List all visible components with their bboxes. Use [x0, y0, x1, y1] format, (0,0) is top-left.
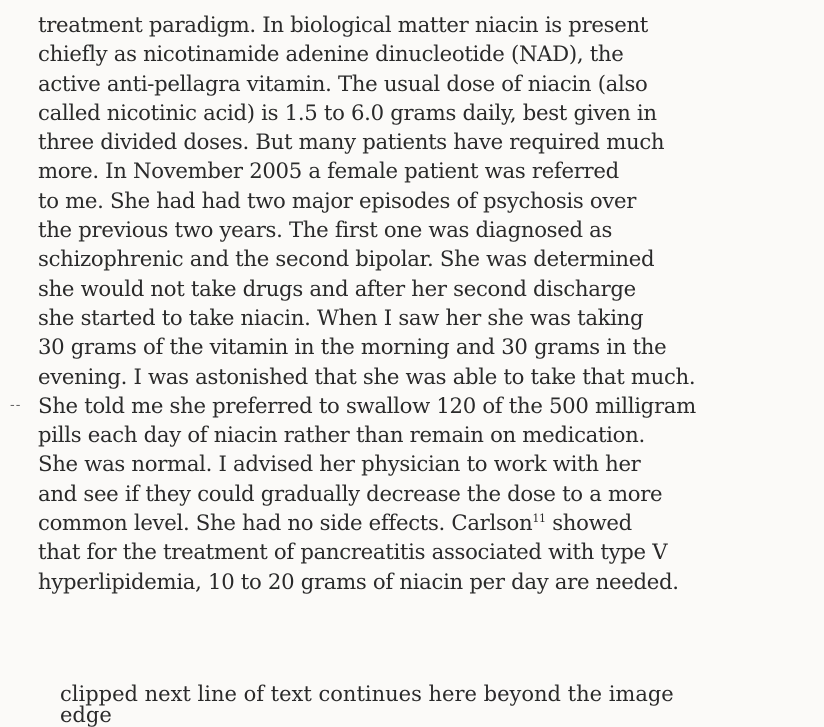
text-line: more. In November 2005 a female patient was referred	[38, 158, 619, 184]
text-line: called nicotinic acid) is 1.5 to 6.0 grams daily, best given in	[38, 99, 657, 125]
footnote-reference: 11	[532, 511, 546, 525]
text-line: that for the treatment of pancreatitis associated with type V	[38, 539, 668, 565]
text-line: hyperlipidemia, 10 to 20 grams of niacin per day are needed.	[38, 568, 679, 594]
text-line-with-footnote	[38, 508, 818, 537]
text-line: to me. She had had two major episodes of psychosis over	[38, 187, 637, 213]
text-segment: showed	[545, 510, 632, 536]
text-line: pills each day of niacin rather than remain on medication.	[38, 422, 645, 448]
cut-off-line	[60, 682, 700, 727]
text-line: active anti-pellagra vitamin. The usual dose of niacin (also	[38, 70, 648, 96]
text-line: She was normal. I advised her physician to work with her	[38, 451, 641, 477]
text-line: chiefly as nicotinamide adenine dinucleotide (NAD), the	[38, 41, 624, 67]
text-line: and see if they could gradually decrease the dose to a more	[38, 480, 663, 506]
text-line: the previous two years. The first one was diagnosed as	[38, 217, 613, 243]
text-line: she would not take drugs and after her second discharge	[38, 275, 636, 301]
margin-mark: --	[10, 398, 22, 413]
text-line: evening. I was astonished that she was able to take that much.	[38, 363, 696, 389]
text-line: three divided doses. But many patients have required much	[38, 129, 665, 155]
text-line: schizophrenic and the second bipolar. She was determined	[38, 246, 655, 272]
text-line: 30 grams of the vitamin in the morning and 30 grams in the	[38, 334, 667, 360]
cut-off-text: clipped next line of text continues here beyond the image edge	[60, 682, 674, 727]
text-line: she started to take niacin. When I saw her she was taking	[38, 304, 644, 330]
text-segment: common level. She had no side effects. Carlson	[38, 510, 533, 536]
text-line: She told me she preferred to swallow 120 of the 500 milligram	[38, 392, 696, 418]
body-text	[38, 10, 818, 596]
text-line: treatment paradigm. In biological matter niacin is present	[38, 12, 649, 37]
